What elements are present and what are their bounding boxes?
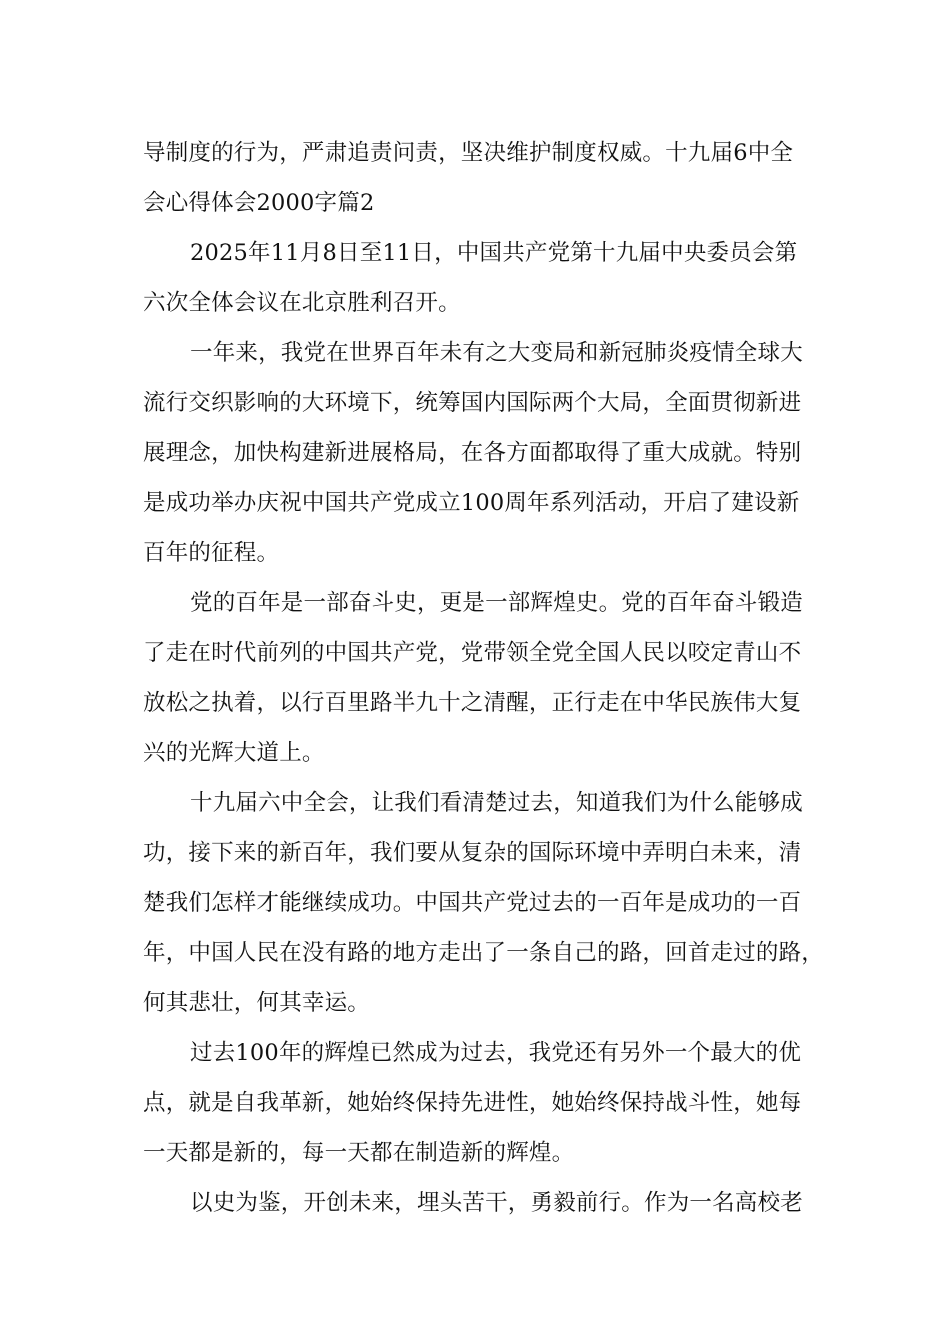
- text-line: 年，中国人民在没有路的地方走出了一条自己的路，回首走过的路，: [143, 940, 825, 966]
- text-line: 楚我们怎样才能继续成功。中国共产党过去的一百年是成功的一百: [143, 890, 802, 916]
- text-line: 放松之执着，以行百里路半九十之清醒，正行走在中华民族伟大复: [143, 690, 802, 716]
- paragraph-start-line: 过去100年的辉煌已然成为过去，我党还有另外一个最大的优: [190, 1040, 802, 1066]
- paragraph-start-line: 十九届六中全会，让我们看清楚过去，知道我们为什么能够成: [190, 790, 803, 816]
- paragraph-start-line: 一年来，我党在世界百年未有之大变局和新冠肺炎疫情全球大: [190, 340, 803, 366]
- text-line: 何其悲壮，何其幸运。: [143, 990, 371, 1016]
- paragraph-start-line: 2025年11月8日至11日，中国共产党第十九届中央委员会第: [190, 240, 798, 266]
- text-line: 一天都是新的，每一天都在制造新的辉煌。: [143, 1140, 575, 1166]
- text-line: 了走在时代前列的中国共产党，党带领全党全国人民以咬定青山不: [143, 640, 802, 666]
- text-line: 六次全体会议在北京胜利召开。: [143, 290, 461, 316]
- text-line: 展理念，加快构建新进展格局，在各方面都取得了重大成就。特别: [143, 440, 802, 466]
- text-line: 功，接下来的新百年，我们要从复杂的国际环境中弄明白未来，清: [143, 840, 802, 866]
- text-line: 流行交织影响的大环境下，统筹国内国际两个大局，全面贯彻新进: [143, 390, 802, 416]
- document-body: [143, 128, 829, 1228]
- text-line: 兴的光辉大道上。: [143, 740, 325, 766]
- paragraph-start-line: 以史为鉴，开创未来，埋头苦干，勇毅前行。作为一名高校老: [190, 1190, 803, 1216]
- paragraph-start-line: 党的百年是一部奋斗史，更是一部辉煌史。党的百年奋斗锻造: [190, 590, 803, 616]
- text-line: 百年的征程。: [143, 540, 280, 566]
- text-line: 是成功举办庆祝中国共产党成立100周年系列活动，开启了建设新: [143, 490, 800, 516]
- text-line: 点，就是自我革新，她始终保持先进性，她始终保持战斗性，她每: [143, 1090, 802, 1116]
- text-line: 导制度的行为，严肃追责问责，坚决维护制度权威。十九届6中全: [143, 140, 794, 166]
- text-line: 会心得体会2000字篇2: [143, 190, 375, 216]
